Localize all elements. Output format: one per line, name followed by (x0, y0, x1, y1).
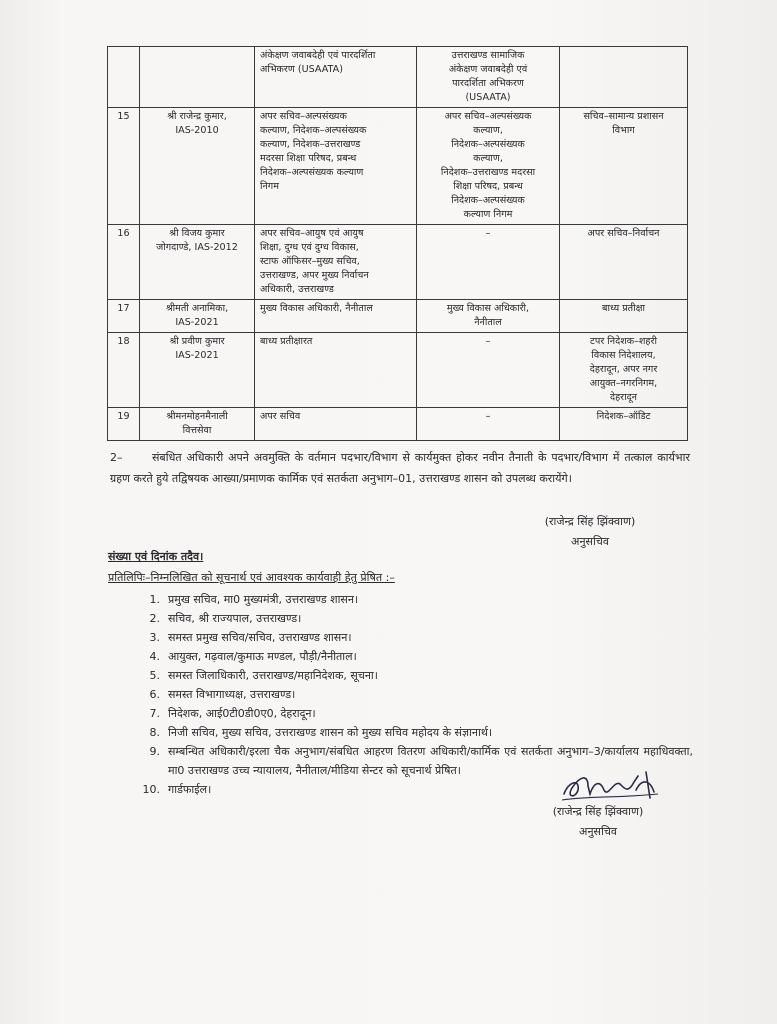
copy-heading (108, 570, 395, 585)
signatory-name: (राजेन्द्र सिंह झिंक्वाण) (544, 515, 636, 528)
new-post-cell-line: सचिव–सामान्य प्रशासन (583, 111, 664, 122)
list-item-number: 7. (149, 707, 160, 720)
officer-name-cell-line: श्री प्रवीण कुमार (169, 336, 225, 347)
handwritten-signature (558, 768, 668, 806)
officer-name-cell (140, 300, 255, 333)
new-post-cell-line: आयुक्त–नगरनिगम, (589, 378, 658, 389)
officer-name-cell (140, 408, 255, 441)
relieved-post-cell-line: निदेशक–उत्तराखण्ड मदरसा (440, 167, 536, 178)
new-post-cell-line: विभाग (612, 125, 635, 136)
list-item-text: गार्डफाईल। (168, 783, 212, 796)
list-item-text: प्रमुख सचिव, मा0 मुख्यमंत्री, उत्तराखण्ड शासन। (168, 593, 359, 606)
current-post-cell-line: बाध्य प्रतीक्षारत (260, 336, 313, 347)
copy-label: प्रतिलिपिः– (108, 571, 151, 584)
officer-name-cell-line: श्रीमनमोहनमैनाली (166, 411, 228, 422)
officer-name-cell-line: श्री विजय कुमार (169, 228, 225, 239)
table-row (108, 47, 688, 108)
list-item (108, 590, 693, 609)
list-item-number: 5. (149, 669, 160, 682)
new-post-cell-line: देहरादून (609, 392, 638, 403)
serial-number-cell: 18 (108, 333, 140, 408)
officer-name-cell-line: वित्तसेवा (182, 425, 212, 436)
serial-number-cell: 17 (108, 300, 140, 333)
table-row (108, 408, 688, 441)
current-post-cell-line: अधिकारी, उत्तराखण्ड (260, 284, 334, 295)
instruction-paragraph (110, 447, 690, 489)
reference-line: संख्या एवं दिनांक तदैव। (108, 550, 204, 563)
relieved-post-cell-line: निदेशक–अल्पसंख्यक (451, 195, 525, 206)
current-post-cell (255, 108, 417, 225)
new-post-cell (560, 225, 688, 300)
current-post-cell-line: मुख्य विकास अधिकारी, नैनीताल (260, 303, 373, 314)
list-item-text: निजी सचिव, मुख्य सचिव, उत्तराखण्ड शासन को मुख्य सचिव महोदय के संज्ञानार्थ। (168, 726, 493, 739)
list-item-text: निदेशक, आई0टी0डी0ए0, देहरादून। (168, 707, 316, 720)
current-post-cell-line: निगम (260, 181, 279, 192)
relieved-post-cell (417, 108, 560, 225)
officer-name-cell-line: IAS-2010 (175, 125, 219, 136)
new-post-cell (560, 333, 688, 408)
new-post-cell (560, 408, 688, 441)
list-item (108, 685, 693, 704)
current-post-cell-line: कल्याण, निदेशक–अल्पसंख्यक (260, 125, 367, 136)
officer-name-cell (140, 108, 255, 225)
officer-name-cell-line: जोगदाण्डे, IAS-2012 (156, 242, 238, 253)
officer-name-cell (140, 47, 255, 108)
officer-name-cell (140, 333, 255, 408)
list-item-text: समस्त प्रमुख सचिव/सचिव, उत्तराखण्ड शासन। (168, 631, 352, 644)
officer-name-cell-line: IAS-2021 (175, 350, 219, 361)
paragraph-number: 2– (110, 451, 123, 464)
list-item-number: 2. (149, 612, 160, 625)
current-post-cell-line: निदेशक–अल्पसंख्यक कल्याण (260, 167, 364, 178)
copy-text: निम्नलिखित को सूचनार्थ एवं आवश्यक कार्यवाही हेतु प्रेषित :– (150, 571, 395, 584)
relieved-post-cell-line: – (485, 411, 491, 422)
current-post-cell-line: अंकेक्षण जवाबदेही एवं पारदर्शिता (260, 50, 376, 61)
list-item-number: 3. (149, 631, 160, 644)
signature-block-bottom (523, 802, 673, 842)
new-post-cell-line: देहरादून, अपर नगर (589, 364, 658, 375)
serial-number-cell (108, 47, 140, 108)
list-item-number: 6. (149, 688, 160, 701)
list-item-number: 4. (149, 650, 160, 663)
list-item-number: 9. (149, 745, 160, 758)
new-post-cell (560, 108, 688, 225)
signatory-designation: अनुसचिव (579, 825, 617, 838)
relieved-post-cell (417, 225, 560, 300)
signature-block-top (515, 512, 665, 552)
serial-number-cell: 16 (108, 225, 140, 300)
table-row (108, 225, 688, 300)
new-post-cell-line: अपर सचिव–निर्वाचन (587, 228, 660, 239)
signatory-designation: अनुसचिव (571, 535, 609, 548)
list-item-text: सचिव, श्री राज्यपाल, उत्तराखण्ड। (168, 612, 302, 625)
current-post-cell-line: स्टाफ ऑफिसर–मुख्य सचिव, (260, 256, 360, 267)
officer-name-cell-line: IAS-2021 (175, 317, 219, 328)
relieved-post-cell-line: उत्तराखण्ड सामाजिक (451, 50, 525, 61)
list-item-text: समस्त जिलाधिकारी, उत्तराखण्ड/महानिदेशक, सूचना। (168, 669, 378, 682)
new-post-cell (560, 300, 688, 333)
relieved-post-cell-line: अपर सचिव–अल्पसंख्यक (444, 111, 532, 122)
current-post-cell-line: अपर सचिव (260, 411, 301, 422)
current-post-cell-line: अभिकरण (USAATA) (260, 64, 343, 75)
officer-name-cell-line: श्रीमती अनामिका, (165, 303, 229, 314)
list-item (108, 628, 693, 647)
list-item-text: समस्त विभागाध्यक्ष, उत्तराखण्ड। (168, 688, 296, 701)
relieved-post-cell (417, 47, 560, 108)
relieved-post-cell-line: शिक्षा परिषद, प्रबन्ध (453, 181, 523, 192)
new-post-cell (560, 47, 688, 108)
current-post-cell (255, 300, 417, 333)
list-item-text: आयुक्त, गढ़वाल/कुमाऊ मण्डल, पौड़ी/नैनीताल। (168, 650, 357, 663)
current-post-cell-line: अपर सचिव–अल्पसंख्यक (260, 111, 347, 122)
current-post-cell (255, 333, 417, 408)
list-item (108, 647, 693, 666)
current-post-cell-line: अपर सचिव–आयुष एवं आयुष (260, 228, 364, 239)
relieved-post-cell-line: (USAATA) (465, 92, 511, 103)
list-item-number: 1. (149, 593, 160, 606)
table-row (108, 108, 688, 225)
relieved-post-cell-line: – (485, 228, 491, 239)
relieved-post-cell (417, 300, 560, 333)
serial-number-cell: 19 (108, 408, 140, 441)
officer-name-cell (140, 225, 255, 300)
list-item (108, 666, 693, 685)
relieved-post-cell (417, 408, 560, 441)
table-row (108, 300, 688, 333)
relieved-post-cell-line: मुख्य विकास अधिकारी, (446, 303, 530, 314)
relieved-post-cell-line: कल्याण निगम (463, 209, 513, 220)
officer-transfer-table (107, 46, 688, 441)
relieved-post-cell-line: पारदर्शिता अभिकरण (452, 78, 524, 89)
relieved-post-cell-line: नैनीताल (474, 317, 502, 328)
current-post-cell (255, 225, 417, 300)
new-post-cell-line: विकास निदेशालय, (591, 350, 656, 361)
current-post-cell-line: शिक्षा, दुग्ध एवं दुग्ध विकास, (260, 242, 359, 253)
relieved-post-cell-line: निदेशक–अल्पसंख्यक (451, 139, 525, 150)
current-post-cell-line: उत्तराखण्ड, अपर मुख्य निर्वाचन (260, 270, 369, 281)
current-post-cell (255, 408, 417, 441)
list-item (108, 609, 693, 628)
current-post-cell (255, 47, 417, 108)
current-post-cell-line: कल्याण, निदेशक–उत्तराखण्ड (260, 139, 361, 150)
list-item-number: 8. (149, 726, 160, 739)
paragraph-text: संबधित अधिकारी अपने अवमुक्ति के वर्तमान पदभार/विभाग से कार्यमुक्त होकर नवीन तैनाती के पदभार/विभाग में तत्काल कार्यभार ग्रहण करते हुये तद्विषयक आख्या/प्रमाणक कार्मिक एवं सतर्कता अनुभाग–01, उत्तराखण्ड शासन को उपलब्ध करायेंगे। (110, 451, 690, 485)
relieved-post-cell-line: अंकेक्षण जवाबदेही एवं (448, 64, 528, 75)
serial-number-cell: 15 (108, 108, 140, 225)
list-item-text: सम्बन्धित अधिकारी/इरला चैक अनुभाग/संबधित आहरण वितरण अधिकारी/कार्मिक एवं सतर्कता अनुभाग–3/कार्यालय महाधिवक्ता, मा0 उत्तराखण्ड उच्च न्यायालय, नैनीताल/मीडिया सेन्टर को सूचनार्थ प्रेषित। (168, 745, 693, 777)
list-item (108, 723, 693, 742)
current-post-cell-line: मदरसा शिक्षा परिषद, प्रबन्ध (260, 153, 357, 164)
list-item (108, 704, 693, 723)
new-post-cell-line: टपर निदेशक–शहरी (590, 336, 657, 347)
relieved-post-cell-line: कल्याण, (473, 153, 503, 164)
relieved-post-cell-line: कल्याण, (473, 125, 503, 136)
list-item-number: 10. (142, 783, 160, 796)
relieved-post-cell (417, 333, 560, 408)
new-post-cell-line: बाध्य प्रतीक्षा (602, 303, 645, 314)
relieved-post-cell-line: – (485, 336, 491, 347)
table-row (108, 333, 688, 408)
new-post-cell-line: निदेशक–ऑडिट (596, 411, 651, 422)
officer-name-cell-line: श्री राजेन्द्र कुमार, (167, 111, 227, 122)
signatory-name: (राजेन्द्र सिंह झिंक्वाण) (552, 805, 644, 818)
